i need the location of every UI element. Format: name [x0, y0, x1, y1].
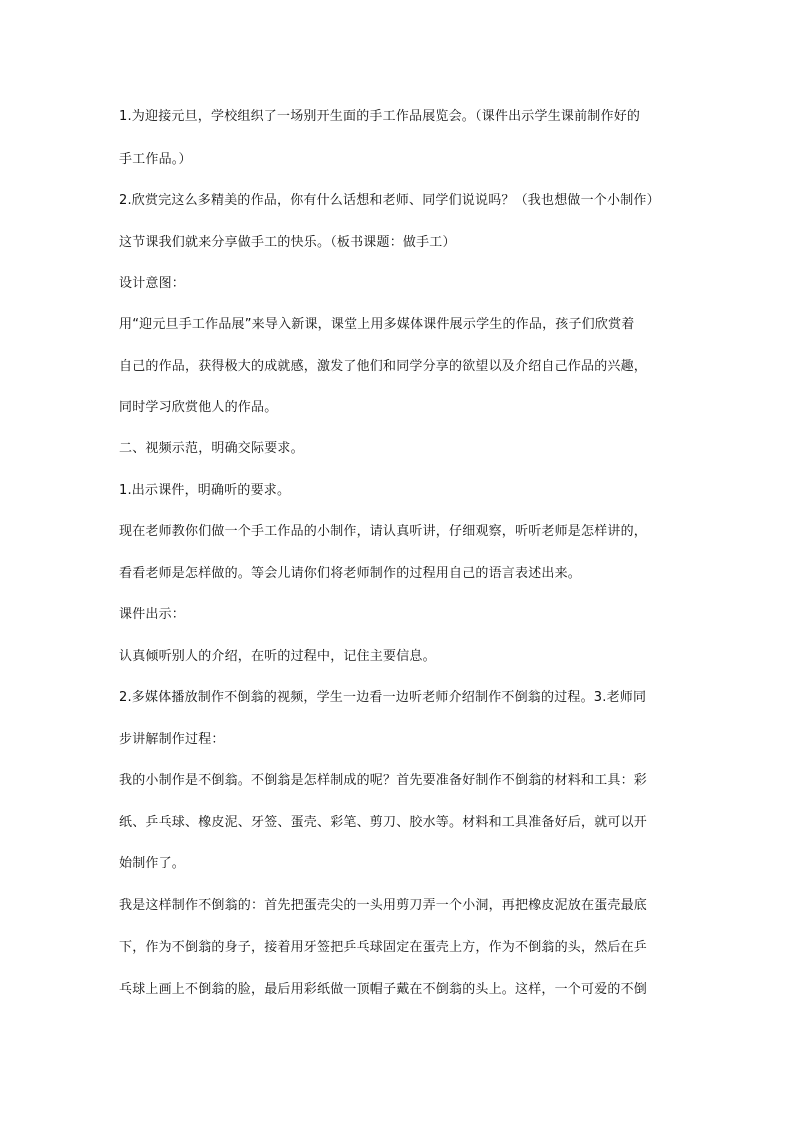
text-line: 步讲解制作过程：	[119, 732, 225, 747]
text-line: 2.多媒体播放制作不倒翁的视频，学生一边看一边听老师介绍制作不倒翁的过程。3.老师同	[119, 690, 647, 705]
text-line: 我是这样制作不倒翁的：首先把蛋壳尖的一头用剪刀弄一个小洞，再把橡皮泥放在蛋壳最底	[119, 898, 648, 913]
text-line: 乓球上画上不倒翁的脸，最后用彩纸做一顶帽子戴在不倒翁的头上。这样，一个可爱的不倒	[119, 982, 648, 997]
text-line: 自己的作品，获得极大的成就感，激发了他们和同学分享的欲望以及介绍自己作品的兴趣，	[119, 359, 648, 374]
section-label: 设计意图：	[119, 276, 186, 291]
text-line: 始制作了。	[119, 856, 186, 871]
text-line: 手工作品。）	[119, 152, 192, 167]
text-line: 下，作为不倒翁的身子，接着用牙签把乒乓球固定在蛋壳上方，作为不倒翁的头，然后在乒	[119, 940, 648, 955]
text-line: 2.欣赏完这么多精美的作品，你有什么话想和老师、同学们说说吗？（我也想做一个小制作）	[119, 193, 660, 208]
section-heading: 二、视频示范，明确交际要求。	[119, 441, 304, 456]
text-line: 认真倾听别人的介绍，在听的过程中，记住主要信息。	[119, 649, 436, 664]
text-line: 看看老师是怎样做的。等会儿请你们将老师制作的过程用自己的语言表述出来。	[119, 566, 582, 581]
text-line: 1.为迎接元旦，学校组织了一场别开生面的手工作品展览会。（课件出示学生课前制作好的	[119, 109, 641, 124]
text-line: 现在老师教你们做一个手工作品的小制作，请认真听讲，仔细观察，听听老师是怎样讲的，	[119, 524, 648, 539]
text-line: 用“迎元旦手工作品展”来导入新课，课堂上用多媒体课件展示学生的作品，孩子们欣赏着	[119, 317, 635, 332]
section-label: 课件出示：	[119, 607, 186, 622]
text-line: 同时学习欣赏他人的作品。	[119, 400, 278, 415]
text-line: 我的小制作是不倒翁。不倒翁是怎样制成的呢？首先要准备好制作不倒翁的材料和工具：彩	[119, 773, 648, 788]
text-line: 1.出示课件，明确听的要求。	[119, 483, 291, 498]
text-line: 这节课我们就来分享做手工的快乐。（板书课题：做手工）	[119, 235, 456, 250]
text-line: 纸、乒乓球、橡皮泥、牙签、蛋壳、彩笔、剪刀、胶水等。材料和工具准备好后，就可以开	[119, 815, 648, 830]
